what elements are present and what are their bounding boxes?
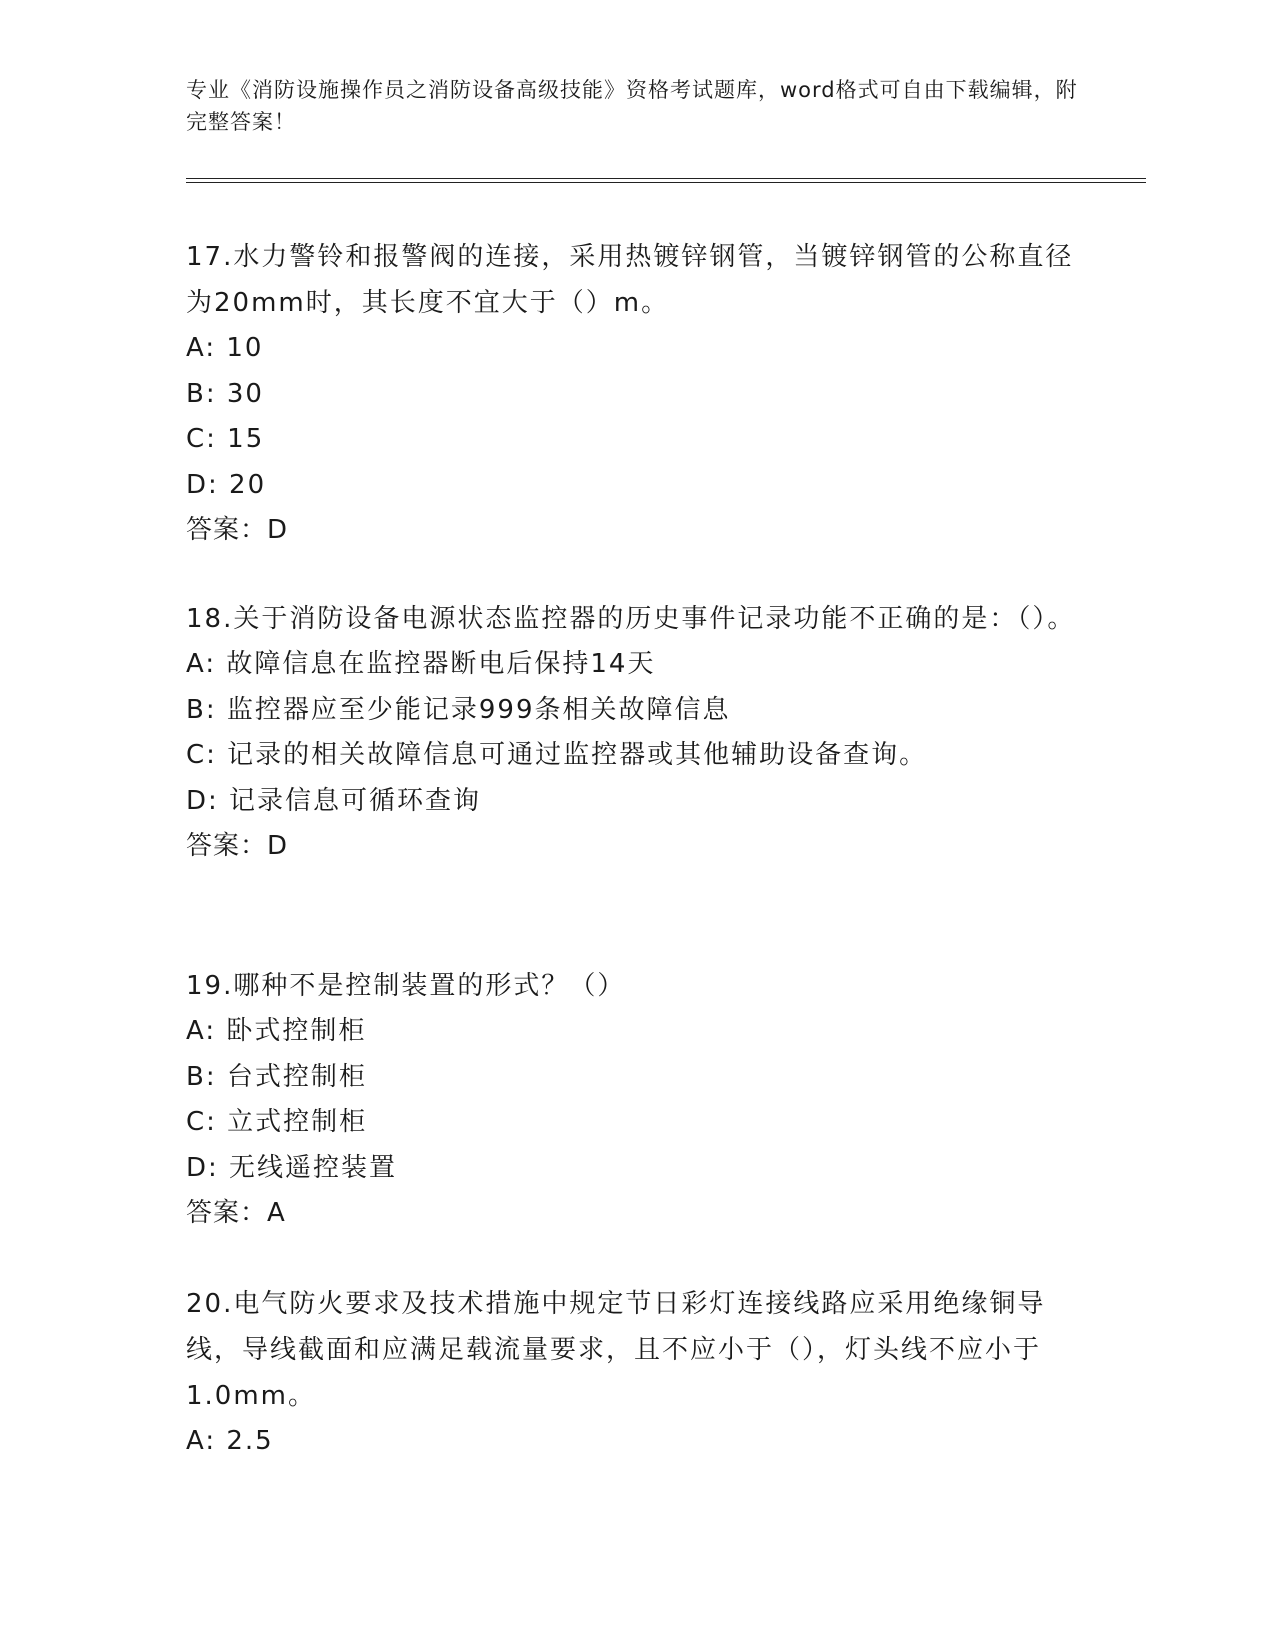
question-stem: 18.关于消防设备电源状态监控器的历史事件记录功能不正确的是：（）。	[186, 604, 1076, 634]
answer: 答案：D	[186, 831, 289, 861]
answer: 答案：D	[186, 515, 289, 545]
answer: 答案：A	[186, 1198, 286, 1228]
option-c: C: 立式控制柜	[186, 1107, 368, 1137]
option-a: A: 故障信息在监控器断电后保持14天	[186, 649, 656, 679]
option-a: A: 卧式控制柜	[186, 1016, 367, 1046]
option-d: D: 20	[186, 469, 267, 500]
option-a: A: 2.5	[186, 1426, 274, 1456]
option-c: C: 记录的相关故障信息可通过监控器或其他辅助设备查询。	[186, 740, 928, 770]
option-d: D: 记录信息可循环查询	[186, 785, 482, 816]
option-b: B: 30	[186, 378, 264, 409]
document-header: 专业《消防设施操作员之消防设备高级技能》资格考试题库，word格式可自由下载编辑，附完整答案！	[186, 78, 1078, 134]
question-17	[186, 234, 1086, 554]
question-18	[186, 596, 1086, 870]
question-stem: 19.哪种不是控制装置的形式？（）	[186, 971, 626, 1001]
option-c: C: 15	[186, 424, 265, 454]
option-b: B: 台式控制柜	[186, 1061, 367, 1092]
question-19	[186, 963, 1086, 1237]
question-stem: 17.水力警铃和报警阀的连接，采用热镀锌钢管，当镀锌钢管的公称直径为20mm时，其长度不宜大于（）m。	[186, 242, 1074, 318]
header-divider-bottom	[186, 182, 1146, 183]
option-d: D: 无线遥控装置	[186, 1152, 398, 1183]
question-20	[186, 1281, 1086, 1465]
header-divider-top	[186, 178, 1146, 179]
option-b: B: 监控器应至少能记录999条相关故障信息	[186, 694, 731, 725]
option-a: A: 10	[186, 333, 264, 363]
question-stem: 20.电气防火要求及技术措施中规定节日彩灯连接线路应采用绝缘铜导线，导线截面和应满足载流量要求，且不应小于（），灯头线不应小于1.0mm。	[186, 1289, 1046, 1411]
